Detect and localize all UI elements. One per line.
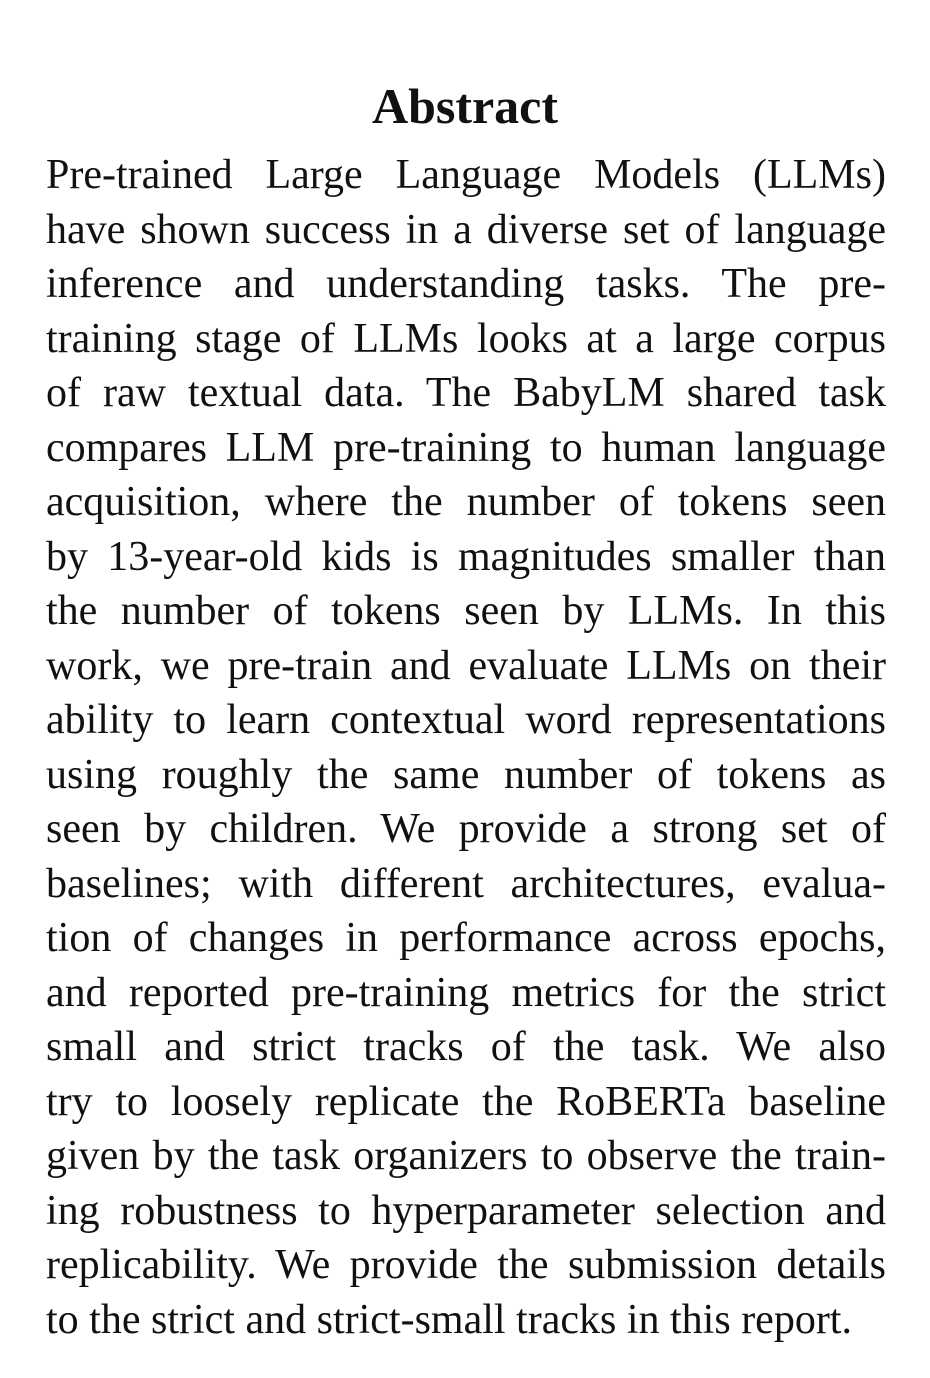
- abstract-line: tion of changes in performance across epochs,: [46, 915, 886, 961]
- abstract-line: acquisition, where the number of tokens seen: [46, 479, 886, 525]
- abstract-line: and reported pre-training metrics for the strict: [46, 969, 886, 1016]
- abstract-heading: Abstract: [371, 77, 559, 134]
- abstract-line: try to loosely replicate the RoBERTa baseline: [46, 1078, 886, 1125]
- abstract-line: ing robustness to hyperparameter selection and: [46, 1187, 886, 1234]
- abstract-line: compares LLM pre-training to human language: [46, 424, 886, 471]
- abstract-line: Pre-trained Large Language Models (LLMs): [46, 152, 886, 198]
- abstract-body: [46, 148, 886, 1347]
- abstract-line: small and strict tracks of the task. We also: [46, 1024, 886, 1070]
- abstract-line: have shown success in a diverse set of language: [46, 206, 886, 253]
- abstract-line: inference and understanding tasks. The pre-: [46, 261, 886, 307]
- abstract-line: to the strict and strict-small tracks in this report.: [46, 1296, 852, 1343]
- abstract-line: baselines; with different architectures, evalua-: [46, 860, 886, 907]
- abstract-line: seen by children. We provide a strong set of: [46, 806, 886, 852]
- abstract-line: training stage of LLMs looks at a large corpus: [46, 315, 886, 362]
- abstract-line: given by the task organizers to observe the train-: [46, 1133, 886, 1179]
- abstract-line: ability to learn contextual word representations: [46, 697, 886, 743]
- abstract-line: using roughly the same number of tokens as: [46, 751, 886, 798]
- abstract-line: work, we pre-train and evaluate LLMs on their: [46, 642, 886, 689]
- abstract-line: by 13-year-old kids is magnitudes smaller than: [46, 533, 886, 580]
- abstract-line: of raw textual data. The BabyLM shared task: [46, 370, 886, 416]
- abstract-line: the number of tokens seen by LLMs. In this: [46, 588, 886, 634]
- abstract-line: replicability. We provide the submission details: [46, 1242, 886, 1288]
